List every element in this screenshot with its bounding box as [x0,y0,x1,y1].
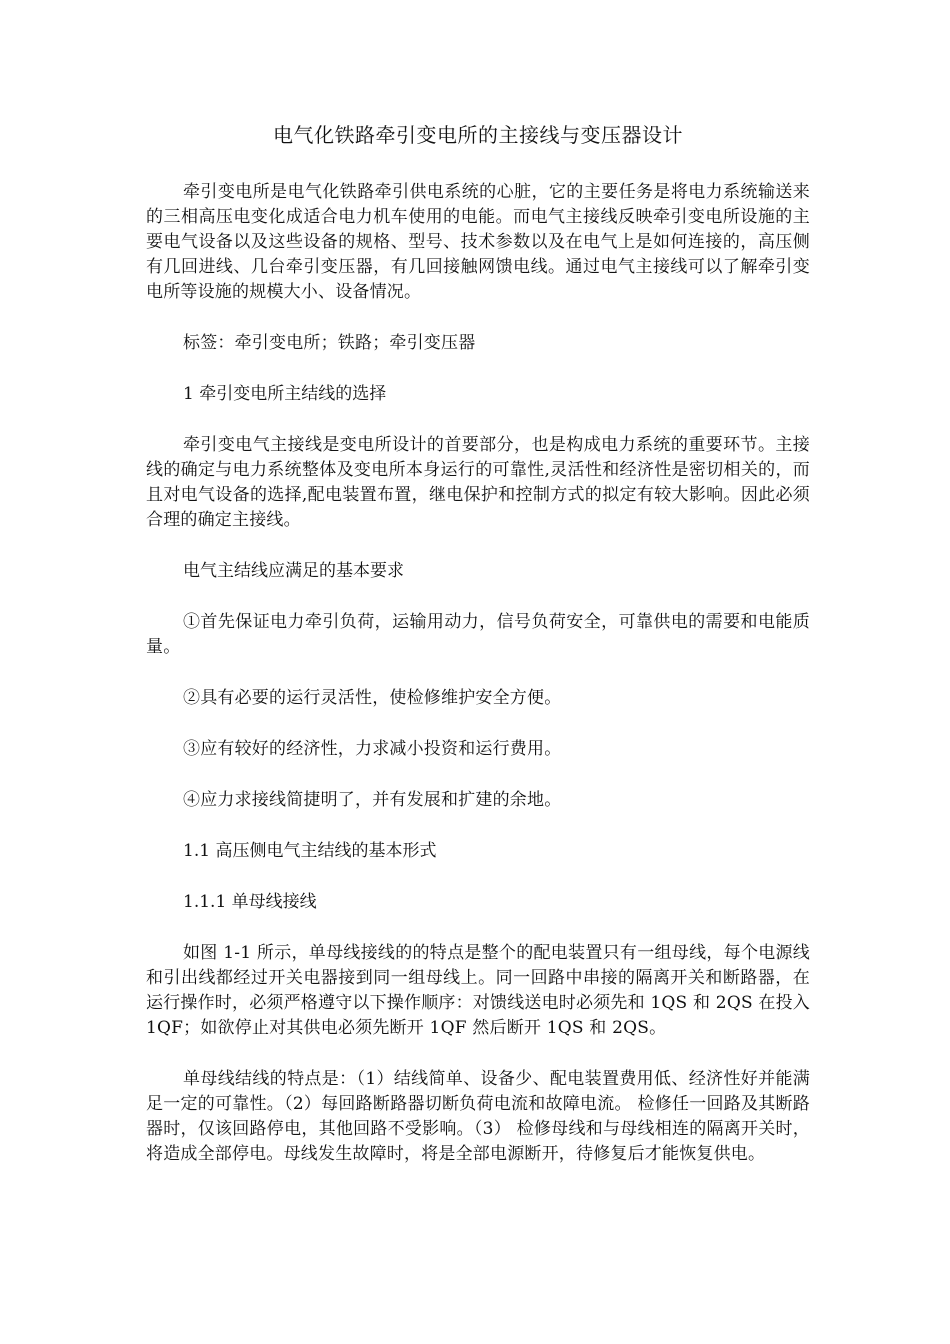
requirement-item-3: ③应有较好的经济性，力求减小投资和运行费用。 [183,739,562,759]
requirement-item-4: ④应力求接线简捷明了，并有发展和扩建的余地。 [183,790,562,810]
section-1-heading: 1 牵引变电所主结线的选择 [183,384,387,404]
document-page [146,120,810,1193]
section-1-1-1-heading: 1.1.1 单母线接线 [183,892,317,912]
requirement-item-2: ②具有必要的运行灵活性，使检修维护安全方便。 [183,688,562,708]
section-1-1-1-paragraph-2: 单母线结线的特点是：（1）结线简单、设备少、配电装置费用低、经济性好并能满足一定的可靠性。（2）每回路断路器切断负荷电流和故障电流。 检修任一回路及其断路器时，仅该回路停电，其他回路不受影响。（3） 检修母线和与母线相连的隔离开关时，将造成全部停电。母线发生故障时，将是全部电源断开，待修复后才能恢复供电。 [146,1069,810,1164]
keywords-line: 标签：牵引变电所；铁路；牵引变压器 [183,333,476,353]
section-1-1-1-paragraph-1: 如图 1-1 所示，单母线接线的的特点是整个的配电装置只有一组母线，每个电源线和引出线都经过开关电器接到同一组母线上。同一回路中串接的隔离开关和断路器，在运行操作时，必须严格遵守以下操作顺序：对馈线送电时必须先和 1QS 和 2QS 在投入 1QF；如欲停止对其供电必须先断开 1QF 然后断开 1QS 和 2QS。 [146,943,811,1038]
section-1-1-heading: 1.1 高压侧电气主结线的基本形式 [183,841,437,861]
abstract-paragraph: 牵引变电所是电气化铁路牵引供电系统的心脏，它的主要任务是将电力系统输送来的三相高压电变化成适合电力机车使用的电能。而电气主接线反映牵引变电所设施的主要电气设备以及这些设备的规格、型号、技术参数以及在电气上是如何连接的，高压侧有几回进线、几台牵引变压器，有几回接触网馈电线。通过电气主接线可以了解牵引变电所等设施的规模大小、设备情况。 [146,182,810,302]
document-title: 电气化铁路牵引变电所的主接线与变压器设计 [273,123,683,147]
requirement-item-1: ①首先保证电力牵引负荷，运输用动力，信号负荷安全，可靠供电的需要和电能质量。 [146,612,810,657]
section-1-paragraph: 牵引变电气主接线是变电所设计的首要部分，也是构成电力系统的重要环节。主接线的确定与电力系统整体及变电所本身运行的可靠性,灵活性和经济性是密切相关的，而且对电气设备的选择,配电装置布置，继电保护和控制方式的拟定有较大影响。因此必须合理的确定主接线。 [146,435,810,530]
requirements-heading: 电气主结线应满足的基本要求 [183,561,404,581]
